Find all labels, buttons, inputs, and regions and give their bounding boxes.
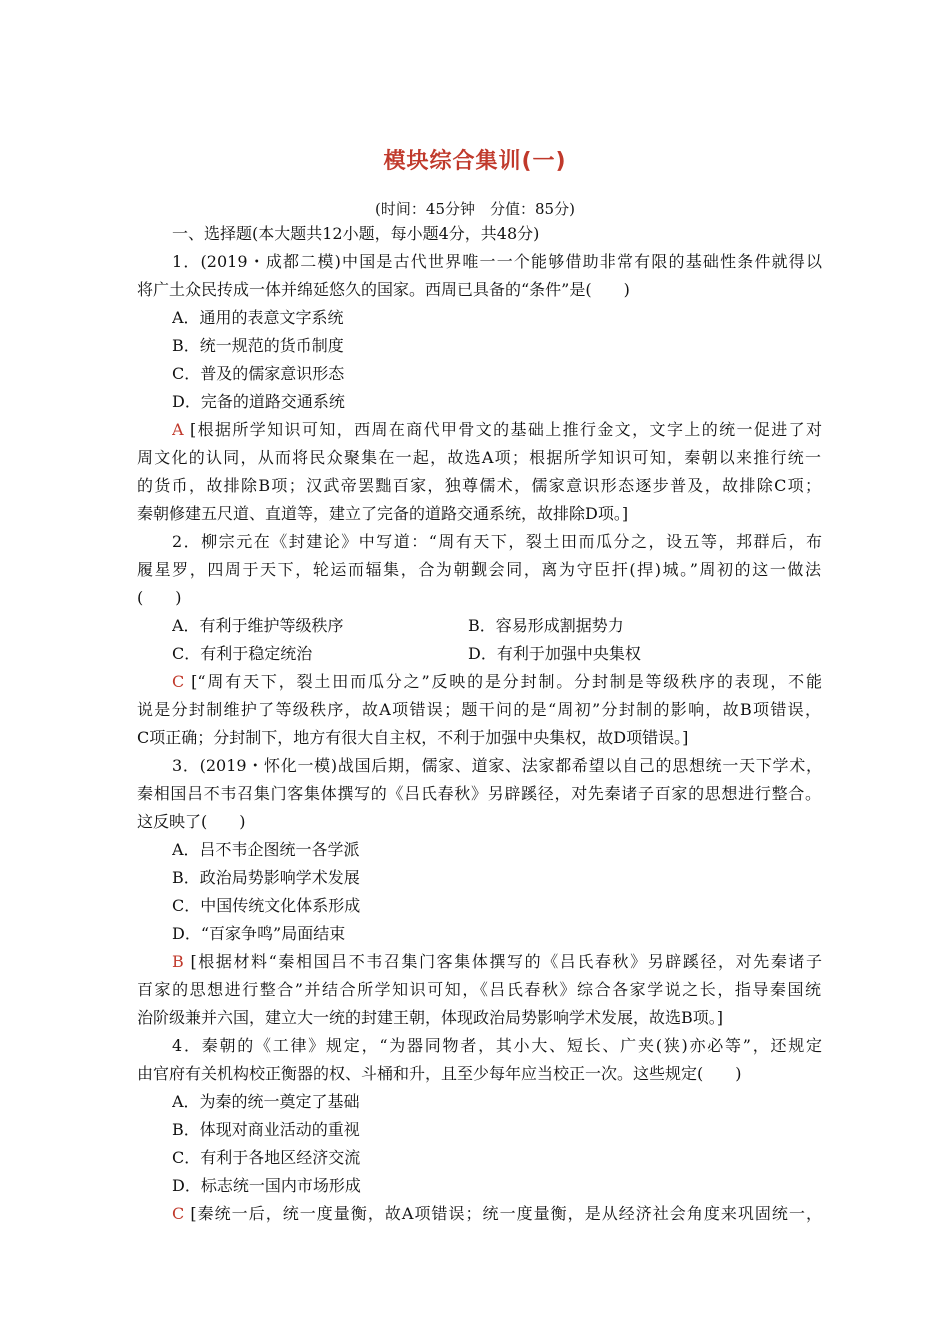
q2-answer: C <box>172 672 185 691</box>
q3-answer: B <box>172 952 184 971</box>
q1-explanation-line-3: 的货币，故排除B项；汉武帝罢黜百家，独尊儒术，儒家意识形态逐步普及，故排除C项； <box>137 476 821 495</box>
section-heading: 一、选择题(本大题共12小题，每小题4分，共48分) <box>172 224 540 243</box>
q4-stem-line-1: 4．秦朝的《工律》规定，“为器同物者，其小大、短长、广夹(狭)亦必等”，还规定 <box>172 1036 822 1055</box>
q3-explanation-line-3: 治阶级兼并六国，建立大一统的封建王朝，体现政治局势影响学术发展，故选B项。] <box>137 1008 724 1027</box>
q3-stem-line-2: 秦相国吕不韦召集门客集体撰写的《吕氏春秋》另辟蹊径，对先秦诸子百家的思想进行整合。 <box>137 784 821 803</box>
exam-info: (时间：45分钟 分值：85分) <box>375 200 575 218</box>
q1-explanation-text-1: [根据所学知识可知，西周在商代甲骨文的基础上推行金文，文字上的统一促进了对 <box>190 420 822 439</box>
q1-option-b: B．统一规范的货币制度 <box>172 336 344 355</box>
q3-option-d: D．“百家争鸣”局面结束 <box>172 924 346 943</box>
q1-option-a: A．通用的表意文字系统 <box>172 308 344 327</box>
q3-option-a: A．吕不韦企图统一各学派 <box>172 840 360 859</box>
q3-option-c: C．中国传统文化体系形成 <box>172 896 361 915</box>
q4-stem-line-2: 由官府有关机构校正衡器的权、斗桶和升，且至少每年应当校正一次。这些规定( ) <box>137 1064 742 1083</box>
q1-stem-line-2: 将广土众民抟成一体并绵延悠久的国家。西周已具备的“条件”是( ) <box>137 280 630 299</box>
q2-explanation-line-1 <box>172 668 822 696</box>
q1-option-c: C．普及的儒家意识形态 <box>172 364 345 383</box>
q1-answer: A <box>172 420 184 439</box>
q1-option-d: D．完备的道路交通系统 <box>172 392 345 411</box>
q3-option-b: B．政治局势影响学术发展 <box>172 868 360 887</box>
q4-answer: C <box>172 1204 185 1223</box>
q4-option-d: D．标志统一国内市场形成 <box>172 1176 361 1195</box>
q2-explanation-line-3: C项正确；分封制下，地方有很大自主权，不利于加强中央集权，故D项错误。] <box>137 728 689 747</box>
q4-explanation-line-1 <box>172 1200 822 1228</box>
page-title: 模块综合集训(一) <box>383 149 567 174</box>
q2-explanation-line-2: 说是分封制维护了等级秩序，故A项错误；题干问的是“周初”分封制的影响，故B项错误， <box>137 700 821 719</box>
q2-option-d: D．有利于加强中央集权 <box>468 644 641 663</box>
q1-explanation-line-2: 周文化的认同，从而将民众聚集在一起，故选A项；根据所学知识可知，秦朝以来推行统一 <box>137 448 821 467</box>
q3-explanation-line-1 <box>172 948 822 976</box>
q2-stem-line-1: 2．柳宗元在《封建论》中写道：“周有天下，裂土田而瓜分之，设五等，邦群后，布 <box>172 532 822 551</box>
q2-option-b: B．容易形成割据势力 <box>468 616 624 635</box>
q1-stem-line-1: 1．(2019・成都二模)中国是古代世界唯一一个能够借助非常有限的基础性条件就得以 <box>172 252 822 271</box>
q2-stem-line-3: ( ) <box>137 588 182 607</box>
q2-option-c: C．有利于稳定统治 <box>172 644 313 663</box>
q2-explanation-text-1: [“周有天下，裂土田而瓜分之”反映的是分封制。分封制是等级秩序的表现，不能 <box>191 672 822 691</box>
q3-explanation-text-1: [根据材料“秦相国吕不韦召集门客集体撰写的《吕氏春秋》另辟蹊径，对先秦诸子 <box>190 952 822 971</box>
q4-option-b: B．体现对商业活动的重视 <box>172 1120 360 1139</box>
q4-explanation-text-1: [秦统一后，统一度量衡，故A项错误；统一度量衡，是从经济社会角度来巩固统一， <box>190 1204 822 1223</box>
q2-stem-line-2: 履星罗，四周于天下，轮运而辐集，合为朝觐会同，离为守臣扞(捍)城。”周初的这一做法 <box>137 560 821 579</box>
q3-stem-line-3: 这反映了( ) <box>137 812 246 831</box>
q1-explanation-line-1 <box>172 416 822 444</box>
q3-explanation-line-2: 百家的思想进行整合”并结合所学知识可知，《吕氏春秋》综合各家学说之长，指导秦国统 <box>137 980 821 999</box>
q4-option-a: A．为秦的统一奠定了基础 <box>172 1092 360 1111</box>
q4-option-c: C．有利于各地区经济交流 <box>172 1148 361 1167</box>
q2-option-a: A．有利于维护等级秩序 <box>172 616 344 635</box>
q1-explanation-line-4: 秦朝修建五尺道、直道等，建立了完备的道路交通系统，故排除D项。] <box>137 504 629 523</box>
q3-stem-line-1: 3．(2019・怀化一模)战国后期，儒家、道家、法家都希望以自己的思想统一天下学术， <box>172 756 822 775</box>
